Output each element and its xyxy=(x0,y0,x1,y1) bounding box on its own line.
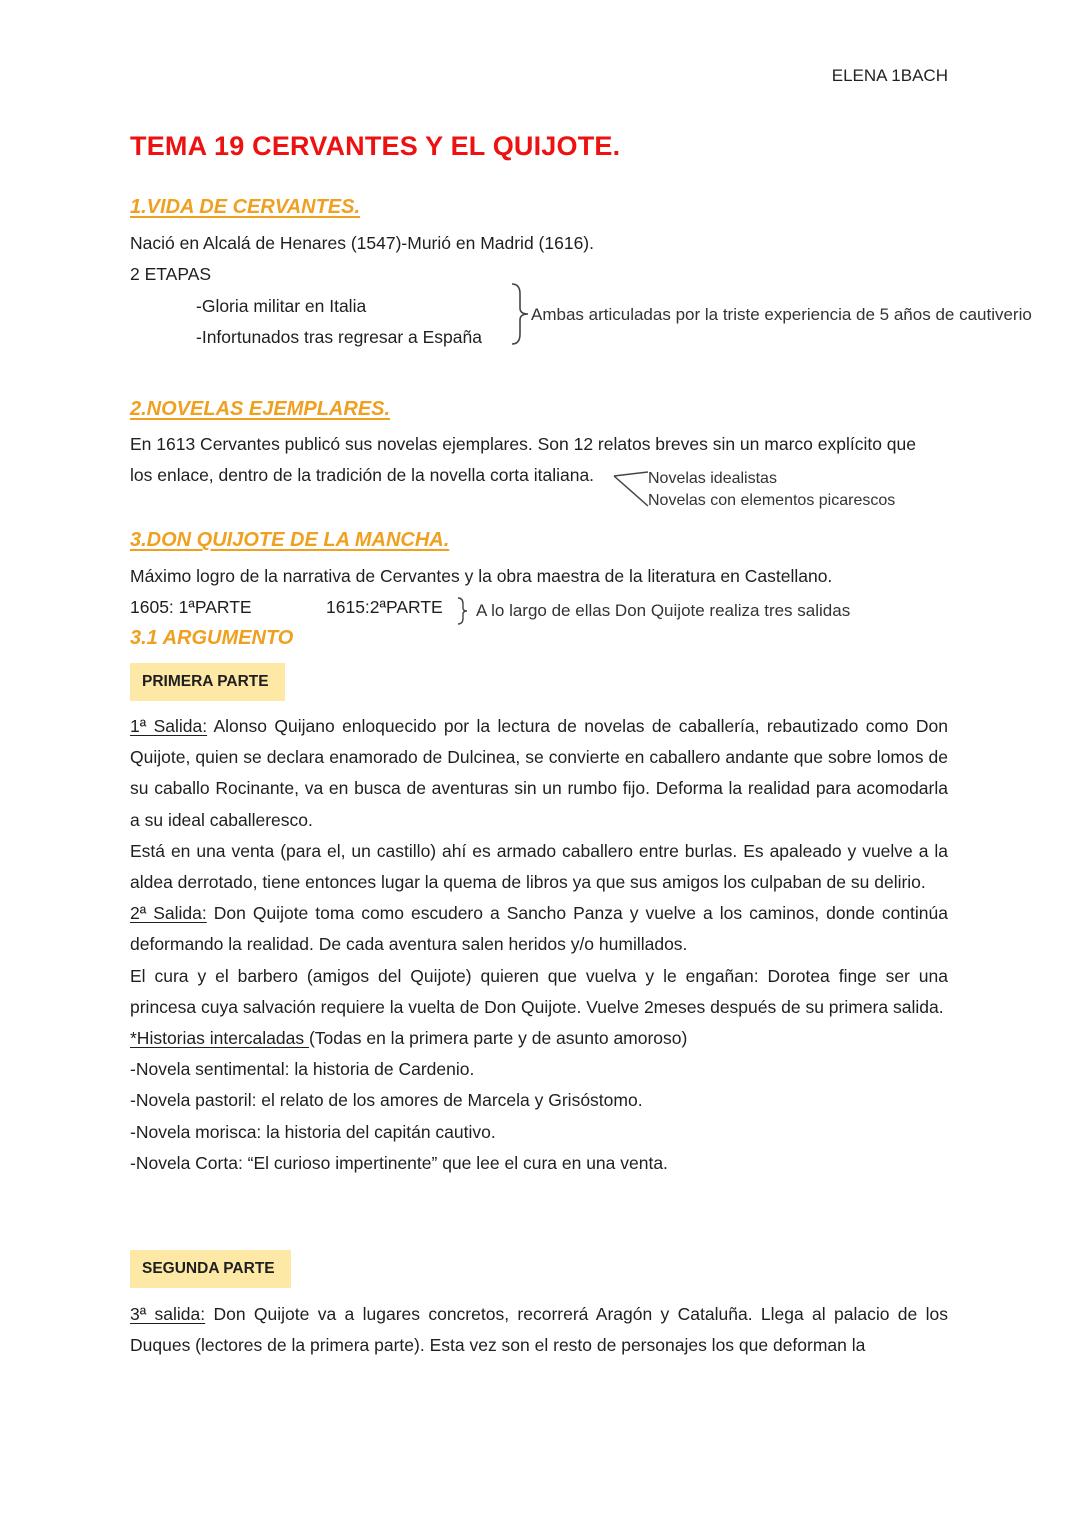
cura-paragraph: El cura y el barbero (amigos del Quijote) quieren que vuelva y le engañan: Dorotea finge ser una princesa cuya salvación requiere la vuelta de Don Quijote. Vuelve 2meses después de su primera salida. xyxy=(130,965,948,1017)
section-heading-novelas: 2.NOVELAS EJEMPLARES. xyxy=(130,398,391,420)
historias-text: (Todas en la primera parte y de asunto amoroso) xyxy=(308,1028,688,1049)
etapa-item-2: -Infortunados tras regresar a España xyxy=(196,327,482,347)
salida-3-text: Don Quijote va a lugares concretos, recorrerá Aragón y Cataluña. Llega al palacio de los Duques (lectores de la primera parte). Esta vez son el resto de personajes los que deforman la xyxy=(130,1304,948,1356)
novelas-line-2: los enlace, dentro de la tradición de la novella corta italiana. xyxy=(130,465,595,485)
salida-3-label: 3ª salida: xyxy=(130,1304,206,1324)
tag-segunda-parte: SEGUNDA PARTE xyxy=(130,1250,291,1288)
novelas-branch-2: Novelas con elementos picarescos xyxy=(648,492,896,509)
section-heading-quijote: 3.DON QUIJOTE DE LA MANCHA. xyxy=(130,529,450,551)
vida-line-2: 2 ETAPAS xyxy=(130,264,212,284)
branch-arrow-icon xyxy=(612,470,652,510)
salida-2-label: 2ª Salida: xyxy=(130,903,207,924)
historia-item-2: -Novela pastoril: el relato de los amores de Marcela y Grisóstomo. xyxy=(130,1090,643,1111)
venta-paragraph: Está en una venta (para el, un castillo) ahí es armado caballero entre burlas. Es apaleado y vuelve a la aldea derrotado, tiene entonces lugar la quema de libros ya que sus amigos los culpaban de su delirio. xyxy=(130,840,948,893)
vida-line-1: Nació en Alcalá de Henares (1547)-Murió en Madrid (1616). xyxy=(130,233,594,253)
salida-1-label: 1ª Salida: xyxy=(130,716,208,736)
salida-2-paragraph xyxy=(130,898,948,960)
historia-item-4: -Novela Corta: “El curioso impertinente” que lee el cura en una venta. xyxy=(130,1152,668,1173)
historia-item-1: -Novela sentimental: la historia de Cardenio. xyxy=(130,1059,475,1080)
salida-3-paragraph xyxy=(130,1299,948,1361)
page-title: TEMA 19 CERVANTES Y EL QUIJOTE. xyxy=(130,131,621,161)
quijote-brace-note: A lo largo de ellas Don Quijote realiza tres salidas xyxy=(476,601,851,620)
page-header-author: ELENA 1BACH xyxy=(831,66,948,85)
salida-1-text: Alonso Quijano enloquecido por la lectura de novelas de caballería, rebautizado como Don Quijote, quien se declara enamorado de Dulcinea, se convierte en caballero andante que sobre lomos de su caballo Rocinante, va en busca de aventuras sin un rumbo fijo. Deforma la realidad para acomodarla a su ideal caballeresco. xyxy=(130,716,948,830)
section-heading-vida: 1.VIDA DE CERVANTES. xyxy=(130,196,361,218)
novelas-branch-1: Novelas idealistas xyxy=(648,470,777,487)
etapa-item-1: -Gloria militar en Italia xyxy=(196,296,367,316)
vida-brace-note: Ambas articuladas por la triste experiencia de 5 años de cautiverio xyxy=(531,305,1032,324)
quijote-line-1: Máximo logro de la narrativa de Cervantes y la obra maestra de la literatura en Castellano. xyxy=(130,566,833,586)
subsection-argumento: 3.1 ARGUMENTO xyxy=(130,627,294,649)
quijote-part1-date: 1605: 1ªPARTE xyxy=(130,597,252,617)
salida-1-paragraph xyxy=(130,711,948,836)
historias-label: *Historias intercaladas xyxy=(130,1028,309,1049)
tag-primera-parte: PRIMERA PARTE xyxy=(130,663,285,701)
argumento-primera-body xyxy=(130,711,948,1179)
novelas-line-1: En 1613 Cervantes publicó sus novelas ejemplares. Son 12 relatos breves sin un marco explícito que xyxy=(130,434,916,454)
historia-item-3: -Novela morisca: la historia del capitán cautivo. xyxy=(130,1121,496,1142)
quijote-part2-date: 1615:2ªPARTE xyxy=(326,597,443,617)
argumento-segunda-body xyxy=(130,1299,948,1361)
historias-heading xyxy=(130,1023,948,1054)
salida-2-text: Don Quijote toma como escudero a Sancho Panza y vuelve a los caminos, donde continúa deformando la realidad. De cada aventura salen heridos y/o humillados. xyxy=(130,903,948,955)
right-brace-icon xyxy=(455,596,469,626)
